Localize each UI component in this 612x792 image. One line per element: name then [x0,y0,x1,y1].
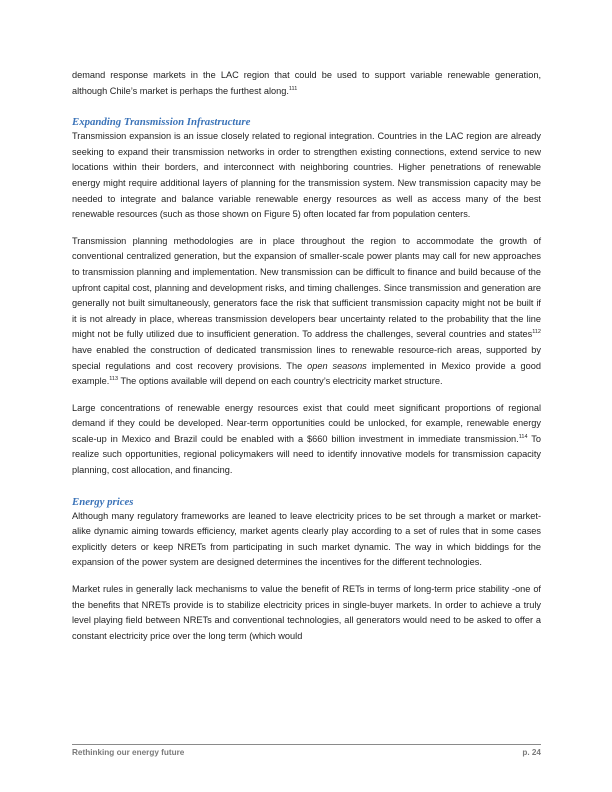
transmission-paragraph-1: Transmission expansion is an issue closely related to regional integration. Countries in the LAC region are already seeking to expand their transmission networks in order to strengthen existing connections, extend service to new locations within their borders, and interconnect with neighboring countries. Higher penetrations of renewable energy might require additional layers of planning for the transmission system. New transmission capacity may be needed to integrate and balance variable renewable energy resources as well as access many of the best renewable resources (such as those shown on Figure 5) often located far from population centers. [72,131,541,220]
transmission-paragraph-3: Large concentrations of renewable energy resources exist that could meet significant proportions of regional demand if they could be developed. Near-term opportunities could be unlocked, for example, renewable energy scale-up in Mexico and Brazil could be enabled with a $660 billion investment in immediate transmission.$^{114}$ To realize such opportunities, regional policymakers will need to identify innovative models for transmission capacity planning, cost allocation, and financing. [72,402,541,476]
footer-title: Rethinking our energy future [72,748,185,757]
footnote-ref[interactable]: 112 [532,329,541,336]
energy-prices-paragraph-2: Market rules in generally lack mechanisms to value the benefit of RETs in terms of long-term price stability -one of the benefits that NRETs provide is to stabilize electricity prices in single-buyer markets. In order to achieve a truly level playing field between NRETs and conventional technologies, all generators would need to be asked to offer a constant electricity price over the long term (which would [72,584,541,641]
footnote-ref[interactable]: 111 [288,85,298,92]
page-footer [72,744,541,757]
intro-paragraph: demand response markets in the LAC region that could be used to support variable renewable generation, although Chile’s market is perhaps the furthest along.$^{111}$ [72,70,541,96]
section-heading-transmission: Expanding Transmission Infrastructure [72,116,251,129]
transmission-paragraph-2: Transmission planning methodologies are in place throughout the region to accommodate the growth of conventional centralized generation, but the expansion of smaller-scale power plants may call for new approaches to transmission planning and implementation. New transmission can be difficult to finance and build because of the upfront capital cost, planning and development risks, and timing challenges. Since transmission and generation are generally not built simultaneously, generators face the risk that sufficient transmission capacity might not be built if it is not already in place, whereas transmission developers bear uncertainty related to the probability that the line might not be fully utilized due to insufficient generation. To address the challenges, several countries and states$^{112}$ have enabled the construction of dedicated transmission lines to renewable resource-rich areas, supported by special regulations and cost recovery provisions. The open seasons implemented in Mexico provide a good example.$^{113}$ The options available will depend on each country’s electricity market structure. [72,235,541,387]
footnote-ref[interactable]: 114 [518,433,528,440]
section-heading-energy-prices: Energy prices [72,495,134,508]
emphasis-open-seasons: open seasons [307,360,367,371]
page-number: p. 24 [522,748,541,757]
footnote-ref[interactable]: 113 [109,376,119,383]
energy-prices-paragraph-1: Although many regulatory frameworks are leaned to leave electricity prices to be set through a market or market-alike dynamic aiming towards efficiency, market agents clearly play according to a set of rules that in some cases explicitly deters or keep NRETs from participating in such market dynamic. The way in which biddings for the expansion of the power system are designed determines the incentives for the different technologies. [72,510,541,568]
page-body [72,68,541,655]
